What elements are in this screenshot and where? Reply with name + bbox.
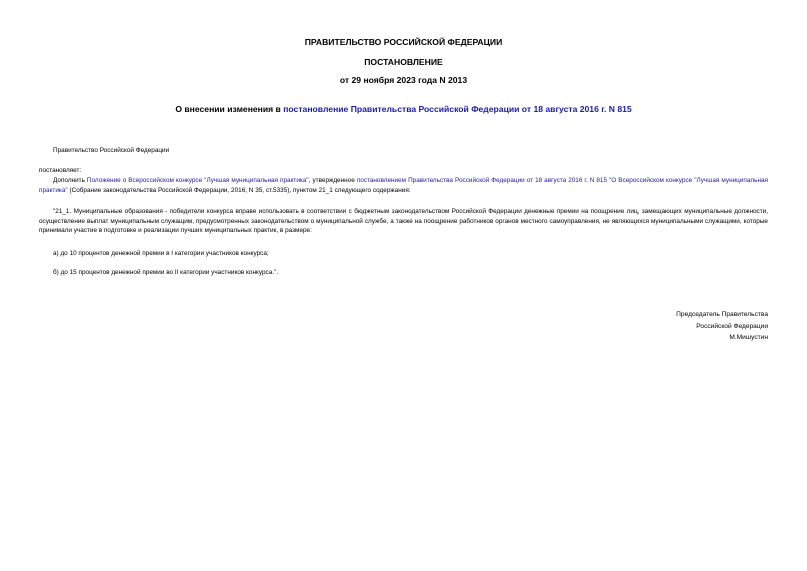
paragraph-amendment: [39, 176, 768, 195]
resolution-link[interactable]: постановлением Правительства Российской Федерации от 18 августа 2016 г. N 815 "О Всероссийском конкурсе "Лучшая муниципальная практика": [39, 177, 769, 194]
regulation-link[interactable]: Положение о Всероссийском конкурсе "Лучшая муниципальная практика": [86, 177, 309, 184]
document-title: [0, 104, 807, 114]
item-b: б) до 15 процентов денежной премии во II категории участников конкурса.".: [53, 269, 279, 276]
p1-end: (Собрание законодательства Российской Федерации, 2016, N 35, ст.5335), пунктом 21_1 следующего содержания:: [67, 186, 411, 194]
p1-mid: , утвержденное: [308, 177, 357, 184]
title-link[interactable]: постановление Правительства Российской Федерации от 18 августа 2016 г. N 815: [283, 104, 632, 114]
issuer-text: Правительство Российской Федерации: [53, 147, 170, 154]
title-prefix: О внесении изменения в: [175, 104, 284, 114]
government-heading: ПРАВИТЕЛЬСТВО РОССИЙСКОЙ ФЕДЕРАЦИИ: [304, 37, 503, 47]
signature-position: Председатель Правительства: [676, 311, 768, 318]
decides-text: постановляет:: [39, 167, 82, 174]
signature-name: М.Мишустин: [729, 334, 768, 341]
paragraph-21-1: "21_1. Муниципальные образования - победители конкурса вправе использовать в соответствии с бюджетным законодательством Российской Федерации денежные премии на поощрение лиц, замещающих муниципальные должности, осуществление выплат муниципальным служащим, предусмотренных законодательством о муниципальной службе, а также на поощрение работников органов местного самоуправления, не являющихся муниципальными служащими, которые принимали участие в подготовке и реализации лучших муниципальных практик, в размере:: [39, 208, 768, 235]
p1-start: Дополнить: [53, 177, 87, 184]
doc-type-heading: ПОСТАНОВЛЕНИЕ: [364, 57, 443, 67]
signature-country: Российской Федерации: [696, 322, 768, 330]
signature-block: [676, 309, 768, 344]
item-a: а) до 10 процентов денежной премии в I категории участников конкурса;: [53, 250, 269, 257]
date-number-heading: от 29 ноября 2023 года N 2013: [339, 75, 468, 85]
